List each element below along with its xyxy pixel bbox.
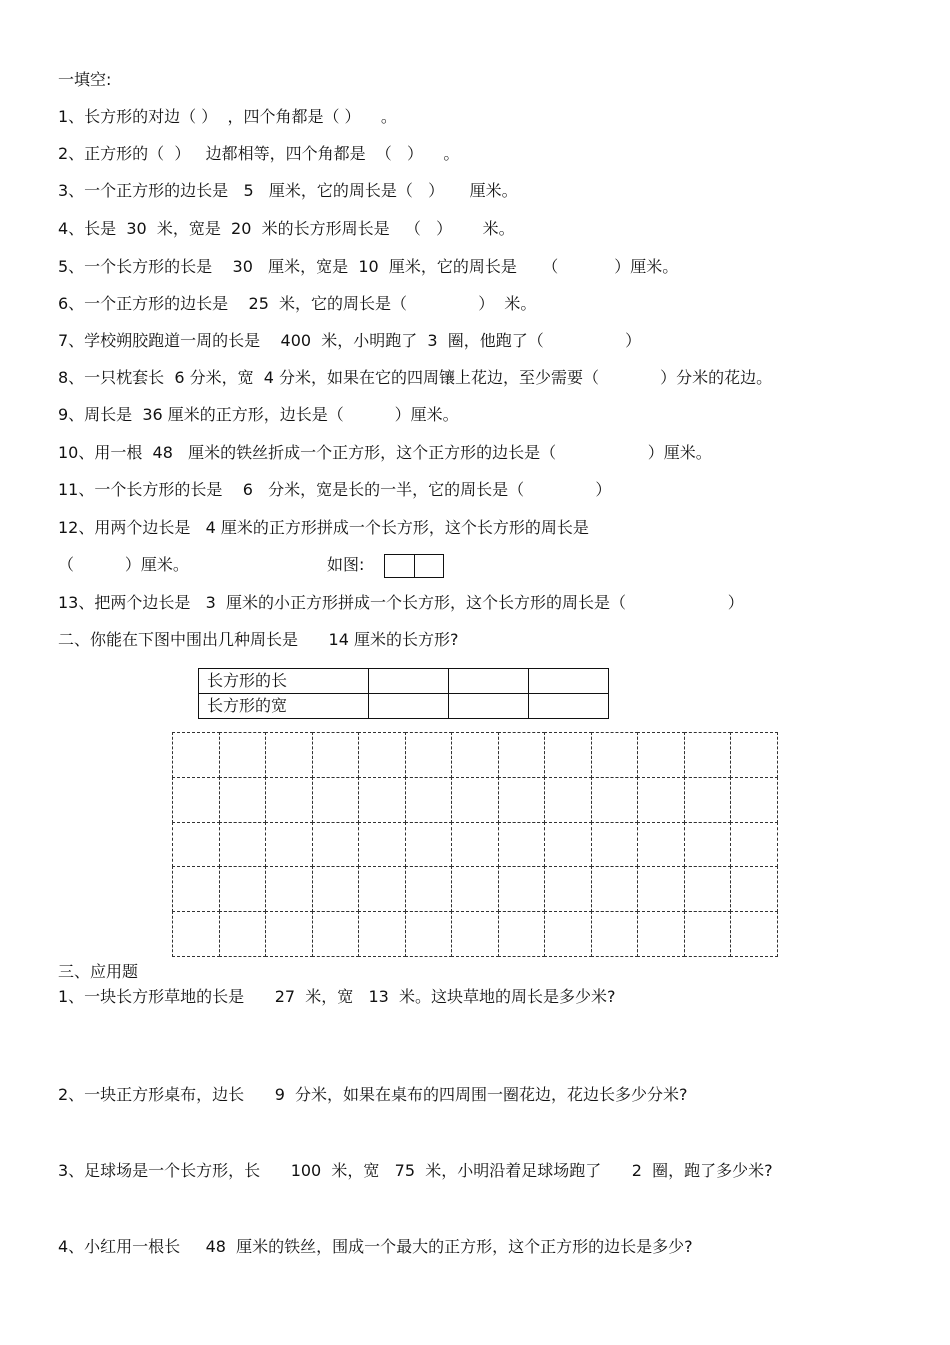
grid-cell — [684, 866, 732, 912]
section3-heading: 三、应用题 — [58, 962, 139, 981]
grid-cell — [498, 732, 546, 778]
grid-cell — [172, 822, 220, 868]
grid-cell — [544, 822, 592, 868]
word-problem-4: 4、小红用一根长 48 厘米的铁丝，围成一个最大的正方形，这个正方形的边长是多少? — [58, 1237, 693, 1256]
grid-cell — [591, 732, 639, 778]
grid-cell — [544, 732, 592, 778]
grid-cell — [498, 777, 546, 823]
fill-item-8: 8、一只枕套长 6 分米，宽 4 分米，如果在它的四周镶上花边，至少需要（ ）分米的花边。 — [58, 368, 773, 387]
length-width-table — [198, 668, 609, 719]
fill-item-2: 2、正方形的（ ） 边都相等，四个角都是 （ ） 。 — [58, 144, 460, 163]
grid-cell — [312, 822, 360, 868]
square-left — [384, 554, 415, 578]
grid-cell — [358, 866, 406, 912]
grid-cell — [637, 777, 685, 823]
fill-item-3: 3、一个正方形的边长是 5 厘米，它的周长是（ ） 厘米。 — [58, 181, 518, 200]
grid-cell — [730, 777, 778, 823]
row-label-width: 长方形的宽 — [199, 694, 369, 719]
answer-cell[interactable] — [529, 694, 609, 719]
grid-cell — [591, 911, 639, 957]
section2-heading: 二、你能在下图中围出几种周长是 14 厘米的长方形? — [58, 630, 459, 649]
grid-cell — [265, 911, 313, 957]
grid-cell — [637, 732, 685, 778]
grid-cell — [637, 911, 685, 957]
grid-cell — [172, 777, 220, 823]
grid-cell — [219, 911, 267, 957]
grid-cell — [219, 822, 267, 868]
grid-cell — [498, 911, 546, 957]
fill-item-12-answer-line: （ ）厘米。 — [58, 555, 189, 574]
grid-cell — [684, 911, 732, 957]
grid-cell — [730, 732, 778, 778]
grid-cell — [265, 822, 313, 868]
grid-cell — [544, 911, 592, 957]
grid-cell — [591, 822, 639, 868]
row-label-length: 长方形的长 — [199, 669, 369, 694]
answer-cell[interactable] — [449, 669, 529, 694]
grid-cell — [172, 866, 220, 912]
grid-cell — [405, 866, 453, 912]
table-row — [199, 669, 609, 694]
grid-cell — [265, 777, 313, 823]
grid-cell — [405, 911, 453, 957]
two-squares-figure — [384, 554, 444, 578]
grid-cell — [358, 911, 406, 957]
answer-cell[interactable] — [529, 669, 609, 694]
grid-cell — [358, 777, 406, 823]
grid-cell — [219, 866, 267, 912]
grid-cell — [730, 911, 778, 957]
grid-cell — [498, 866, 546, 912]
grid-cell — [591, 777, 639, 823]
fill-item-12-figure-label: 如图: — [327, 555, 365, 574]
grid-cell — [312, 911, 360, 957]
grid-cell — [265, 866, 313, 912]
answer-cell[interactable] — [369, 669, 449, 694]
fill-item-1: 1、长方形的对边（ ） ，四个角都是（ ） 。 — [58, 107, 397, 126]
dotted-square-grid — [172, 732, 777, 956]
answer-cell[interactable] — [369, 694, 449, 719]
grid-cell — [451, 777, 499, 823]
fill-item-9: 9、周长是 36 厘米的正方形，边长是（ ）厘米。 — [58, 405, 459, 424]
grid-cell — [637, 822, 685, 868]
grid-cell — [684, 732, 732, 778]
grid-cell — [637, 866, 685, 912]
word-problem-2: 2、一块正方形桌布，边长 9 分米，如果在桌布的四周围一圈花边，花边长多少分米? — [58, 1085, 688, 1104]
fill-item-11: 11、一个长方形的长是 6 分米，宽是长的一半，它的周长是（ ） — [58, 480, 612, 499]
grid-cell — [219, 732, 267, 778]
grid-cell — [544, 777, 592, 823]
grid-cell — [451, 911, 499, 957]
grid-cell — [498, 822, 546, 868]
grid-cell — [172, 911, 220, 957]
grid-cell — [172, 732, 220, 778]
table-row — [199, 694, 609, 719]
grid-cell — [451, 822, 499, 868]
grid-cell — [684, 777, 732, 823]
fill-item-6: 6、一个正方形的边长是 25 米，它的周长是（ ） 米。 — [58, 294, 537, 313]
grid-cell — [591, 866, 639, 912]
grid-cell — [312, 777, 360, 823]
grid-cell — [405, 822, 453, 868]
grid-cell — [405, 732, 453, 778]
grid-cell — [405, 777, 453, 823]
grid-cell — [730, 866, 778, 912]
grid-cell — [684, 822, 732, 868]
fill-item-12: 12、用两个边长是 4 厘米的正方形拼成一个长方形，这个长方形的周长是 — [58, 518, 589, 537]
grid-cell — [451, 732, 499, 778]
square-right — [414, 554, 444, 578]
fill-item-7: 7、学校朔胶跑道一周的长是 400 米，小明跑了 3 圈，他跑了（ ） — [58, 331, 642, 350]
grid-cell — [358, 822, 406, 868]
fill-item-13: 13、把两个边长是 3 厘米的小正方形拼成一个长方形，这个长方形的周长是（ ） — [58, 593, 744, 612]
fill-item-4: 4、长是 30 米，宽是 20 米的长方形周长是 （ ） 米。 — [58, 219, 515, 238]
fill-item-5: 5、一个长方形的长是 30 厘米，宽是 10 厘米，它的周长是 （ ）厘米。 — [58, 257, 679, 276]
grid-cell — [358, 732, 406, 778]
answer-cell[interactable] — [449, 694, 529, 719]
fill-item-10: 10、用一根 48 厘米的铁丝折成一个正方形，这个正方形的边长是（ ）厘米。 — [58, 443, 712, 462]
grid-cell — [265, 732, 313, 778]
grid-cell — [544, 866, 592, 912]
word-problem-1: 1、一块长方形草地的长是 27 米，宽 13 米。这块草地的周长是多少米? — [58, 987, 616, 1006]
word-problem-3: 3、足球场是一个长方形，长 100 米，宽 75 米，小明沿着足球场跑了 2 圈，跑了多少米? — [58, 1161, 773, 1180]
grid-cell — [219, 777, 267, 823]
grid-cell — [451, 866, 499, 912]
section1-heading: 一填空: — [58, 70, 112, 89]
grid-cell — [312, 866, 360, 912]
grid-cell — [730, 822, 778, 868]
grid-cell — [312, 732, 360, 778]
